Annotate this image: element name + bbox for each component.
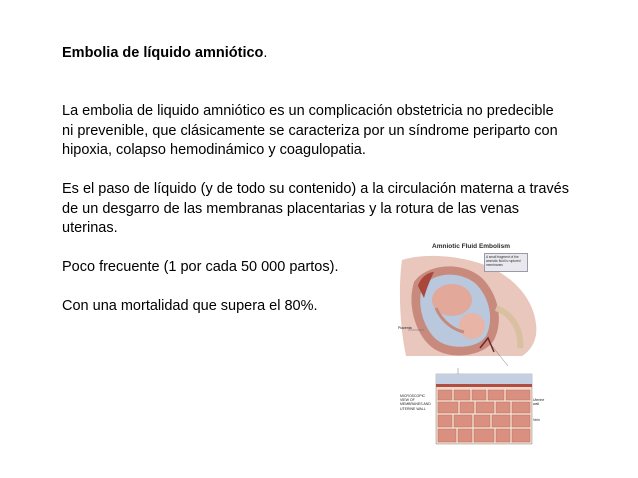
label-microscopic-view: MICROSCOPIC VIEW OF MEMBRANES AND UTERINE WALL [400, 394, 431, 411]
illustration-callout: A small fragment of the amniotic fluid is ruptured membranes [484, 253, 528, 272]
paragraph-mortality: Con una mortalidad que supera el 80%. [62, 298, 318, 314]
paragraph-definition [62, 102, 582, 161]
paragraph-mechanism [62, 180, 582, 239]
label-vein: Vein [533, 418, 540, 422]
paragraph-line: hipoxia, colapso hemodinámico y coagulopatia. [62, 142, 366, 158]
paragraph-frequency: Poco frecuente (1 por cada 50 000 partos). [62, 259, 339, 275]
amniotic-embolism-illustration [396, 238, 544, 450]
paragraph-line: ni prevenible, que clásicamente se caracteriza por un síndrome periparto con [62, 122, 558, 139]
slide-title [62, 44, 267, 62]
paragraph-line: uterinas. [62, 220, 118, 236]
label-placenta: Placenta [398, 326, 412, 330]
illustration-title: Amniotic Fluid Embolism [432, 243, 511, 250]
title-period: . [263, 45, 268, 61]
paragraph-line: Es el paso de líquido (y de todo su contenido) a la circulación materna a través [62, 181, 569, 197]
title-text: Embolia de líquido amniótico [62, 45, 264, 61]
paragraph-line: de un desgarro de las membranas placentarias y la rotura de las venas [62, 200, 520, 217]
fetus-head [459, 313, 485, 339]
paragraph-line: La embolia de liquido amniótico es un complicación obstetricia no predecible [62, 103, 554, 119]
label-uterine-wall: Uterine wall [533, 398, 545, 407]
